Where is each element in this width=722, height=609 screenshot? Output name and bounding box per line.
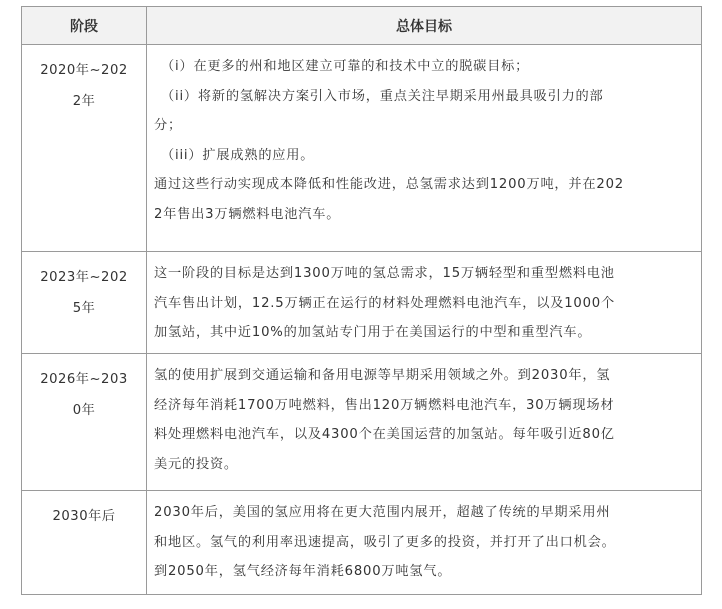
goal-line: （ii）将新的氢解决方案引入市场，重点关注早期采用州最具吸引力的部	[161, 88, 604, 104]
goal-line: 汽车售出计划，12.5万辆正在运行的材料处理燃料电池汽车，以及1000个	[154, 295, 615, 311]
goal-line: 这一阶段的目标是达到1300万吨的氢总需求，15万辆轻型和重型燃料电池	[154, 266, 615, 281]
goal-cell	[147, 354, 702, 491]
goal-line: 美元的投资。	[154, 456, 238, 472]
stage-cell	[22, 354, 147, 491]
goal-line: 料处理燃料电池汽车，以及4300个在美国运营的加氢站。每年吸引近80亿	[154, 427, 615, 442]
goal-line: 氢的使用扩展到交通运输和备用电源等早期采用领域之外。到2030年，氢	[154, 368, 611, 383]
goal-line: 加氢站，其中近10%的加氢站专门用于在美国运行的中型和重型汽车。	[154, 325, 592, 340]
table-row	[22, 491, 702, 595]
goal-cell	[147, 45, 702, 252]
stage-cell	[22, 491, 147, 595]
goal-line: （i）在更多的州和地区建立可靠的和技术中立的脱碳目标；	[161, 59, 530, 74]
goal-line: 到2050年，氢气经济每年消耗6800万吨氢气。	[154, 564, 452, 579]
goal-line: 2030年后，美国的氢应用将在更大范围内展开，超越了传统的早期采用州	[154, 505, 611, 520]
stage-line: 0年	[72, 403, 96, 418]
stage-line: 2030年后	[52, 509, 116, 524]
goal-line: 2年售出3万辆燃料电池汽车。	[154, 206, 341, 222]
goal-line: 经济每年消耗1700万吨燃料，售出120万辆燃料电池汽车，30万辆现场材	[154, 397, 615, 413]
header-stage: 阶段	[22, 7, 147, 45]
header-row	[22, 7, 702, 45]
stage-line: 2023年~202	[40, 270, 128, 285]
goal-line: （iii）扩展成熟的应用。	[161, 147, 315, 163]
header-goal: 总体目标	[147, 7, 702, 45]
table-row	[22, 45, 702, 252]
table-row	[22, 252, 702, 354]
goals-table	[21, 6, 702, 595]
stage-line: 2年	[72, 94, 96, 109]
table-row	[22, 354, 702, 491]
goal-cell	[147, 491, 702, 595]
goal-line: 通过这些行动实现成本降低和性能改进，总氢需求达到1200万吨，并在202	[154, 177, 624, 192]
goal-cell	[147, 252, 702, 354]
stage-cell	[22, 45, 147, 252]
goal-line: 和地区。氢气的利用率迅速提高，吸引了更多的投资，并打开了出口机会。	[154, 534, 616, 550]
goal-line: 分；	[154, 118, 182, 133]
stage-line: 5年	[72, 301, 96, 316]
stage-cell	[22, 252, 147, 354]
stage-line: 2026年~203	[40, 372, 128, 387]
stage-line: 2020年~202	[40, 63, 128, 78]
